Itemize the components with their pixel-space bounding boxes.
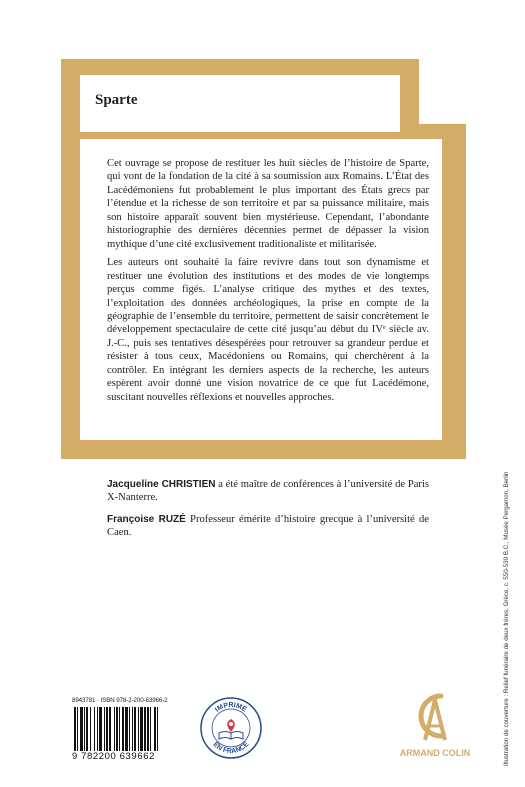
author-name: Jacqueline CHRISTIEN: [107, 479, 216, 490]
badge-top-text: IMPRIMÉ: [214, 702, 248, 714]
badge-bottom-text: EN FRANCE: [211, 740, 251, 756]
collection-label: COLLECTION U: [80, 142, 99, 274]
barcode-icon: [72, 707, 180, 751]
isbn-barcode: [72, 697, 182, 765]
isbn-label: 8943781 · ISBN 978-2-200-63966-2: [72, 697, 168, 704]
author-bio: [107, 513, 429, 540]
author-description: a été maître de conférences à l’université de Paris X-Nanterre.: [107, 479, 430, 504]
summary-paragraph: Les auteurs ont souhaité la faire revivre dans tout son dynamisme et restituer une évolution des institutions et des modes de vie longtemps perçus comme figés. L’analyse critique des mythes et des textes, l’exploitation des données archéologiques, la prise en compte de la géographie de l’ensemble du territoire, permettent de saisir concrètement le développement spectaculaire de cette cité jusqu’au début du IVᵉ siècle av. J.-C., puis ses tentatives désespérées pour retrouver sa grandeur perdue et résister à tous ceux, Macédoniens ou Romains, qui cherchèrent à la contrôler. En intégrant les derniers aspects de la recherche, les auteurs espèrent avoir donné une vision novatrice de ce que fut Lacédémone, suscitant nouvelles réflexions et nouvelles approches.: [107, 257, 429, 403]
author-name: Françoise RUZÉ: [107, 513, 186, 525]
armand-colin-monogram-icon: [421, 696, 445, 740]
author-description: Professeur émérite d’histoire grecque à l’université de Caen.: [107, 513, 429, 539]
summary-paragraph: Cet ouvrage se propose de restituer les huit siècles de l’histoire de Sparte, qui vont de la fondation de la cité à sa soumission aux Romains. L’État des Lacédémoniens fut probablement le plus important des États grecs par l’étendue et la richesse de son territoire et par sa puissance militaire, mais son histoire apparaît souvent bien mystérieuse. Cependant, l’abondante historiographie des dernières décennies permet de dépasser la vision mythique d’une cité exclusivement traditionaliste et militarisée.: [107, 158, 429, 250]
summary-text: [107, 157, 429, 409]
barcode-digits: 9 782200 639662: [72, 751, 155, 762]
book-title: Sparte: [95, 92, 138, 108]
cover-illustration-credit: Illustration de couverture : Relief funéraire de deux frères, Grèce, c. 550-530 B.C., Musée Pergamon, Berlin: [503, 471, 510, 766]
author-bios: [107, 478, 429, 548]
author-bio: [107, 478, 429, 505]
imprime-en-france-badge: [200, 697, 262, 759]
publisher-name: ARMAND COLIN: [399, 748, 471, 758]
publisher-logo: [395, 686, 475, 762]
